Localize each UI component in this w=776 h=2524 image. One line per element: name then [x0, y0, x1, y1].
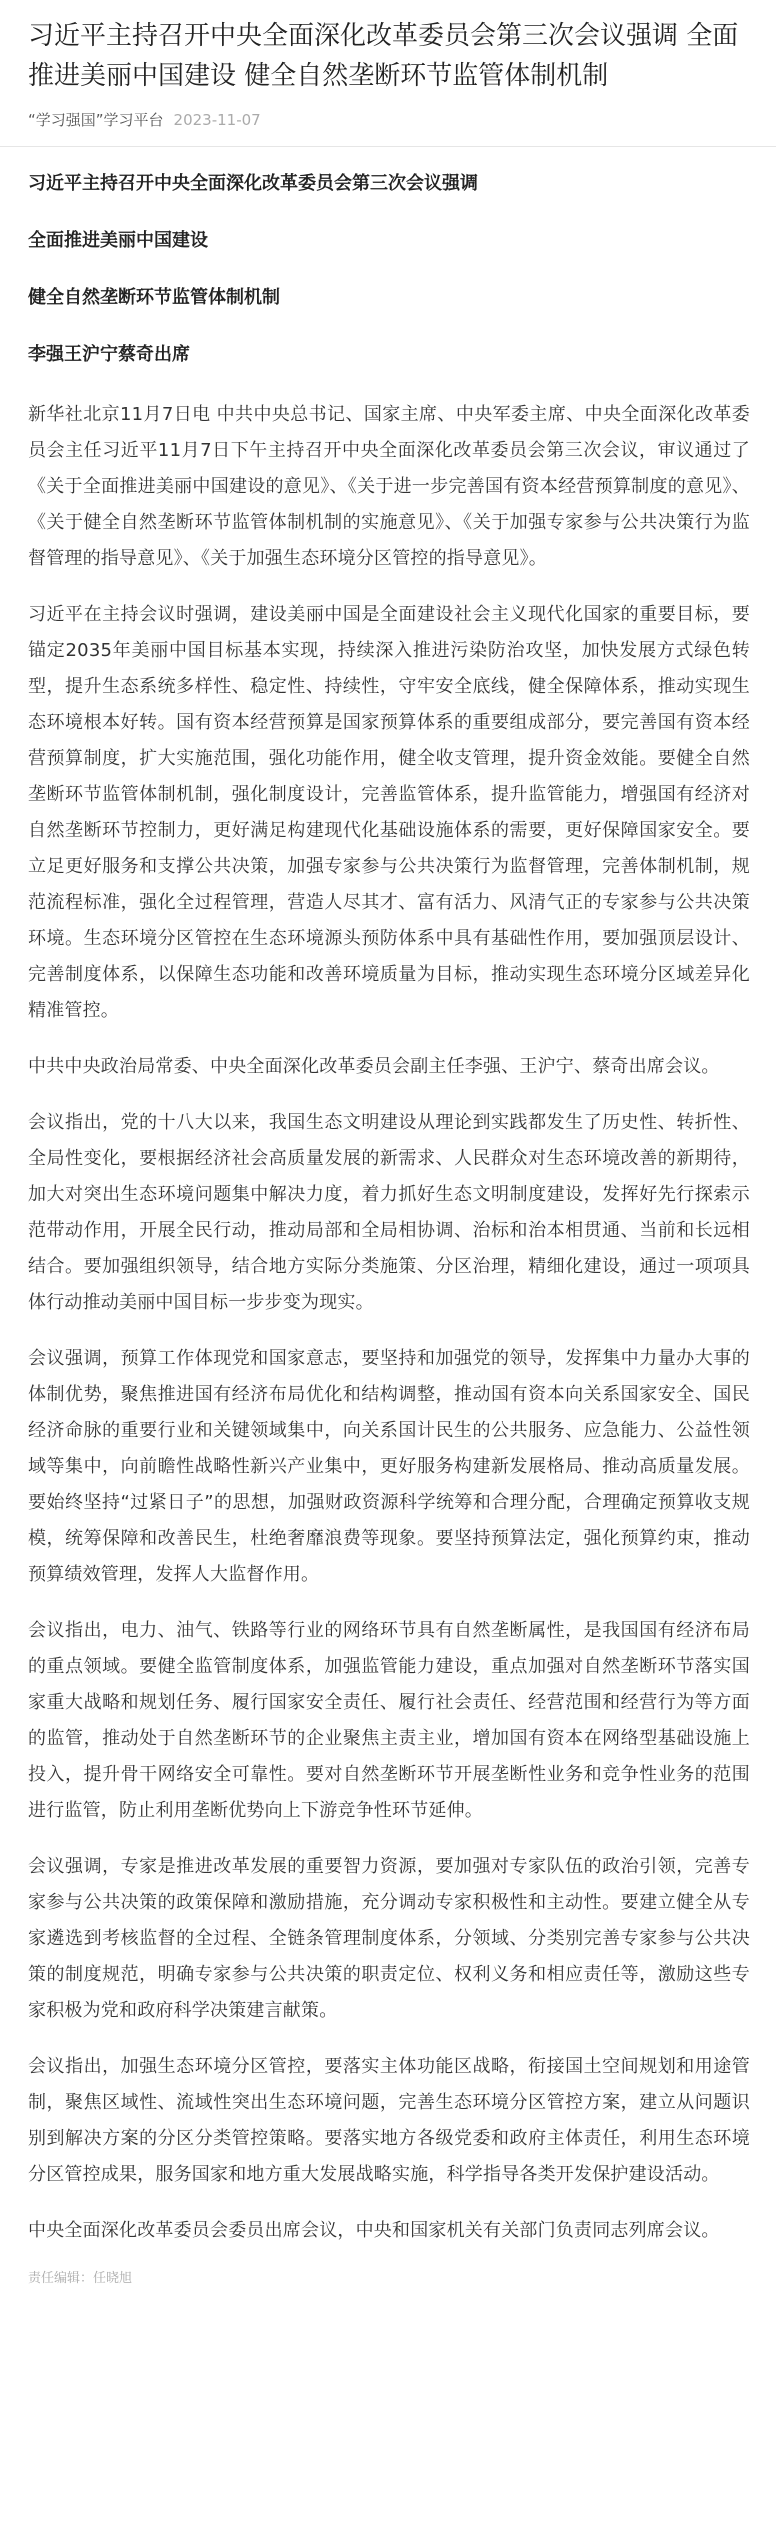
subhead: 健全自然垄断环节监管体制机制: [28, 287, 280, 308]
responsible-editor: 责任编辑：任晓旭: [28, 2271, 133, 2286]
body-paragraph: 会议指出，党的十八大以来，我国生态文明建设从理论到实践都发生了历史性、转折性、全局性变化，要根据经济社会高质量发展的新需求、人民群众对生态环境改善的新期待，加大对突出生态环境问题集中解决力度，着力抓好生态文明制度建设，发挥好先行探索示范带动作用，开展全民行动，推动局部和全局相协调、治标和治本相贯通、当前和长远相结合。要加强组织领导，结合地方实际分类施策、分区治理，精细化建设，通过一项项具体行动推动美丽中国目标一步步变为现实。: [28, 1112, 750, 1313]
body-paragraph: 习近平在主持会议时强调，建设美丽中国是全面建设社会主义现代化国家的重要目标，要锚定2035年美丽中国目标基本实现，持续深入推进污染防治攻坚，加快发展方式绿色转型，提升生态系统多样性、稳定性、持续性，守牢安全底线，健全保障体系，推动实现生态环境根本好转。国有资本经营预算是国家预算体系的重要组成部分，要完善国有资本经营预算制度，扩大实施范围，强化功能作用，健全收支管理，提升资金效能。要健全自然垄断环节监管体制机制，强化制度设计，完善监管体系，提升监管能力，增强国有经济对自然垄断环节控制力，更好满足构建现代化基础设施体系的需要，更好保障国家安全。要立足更好服务和支撑公共决策，加强专家参与公共决策行为监督管理，完善体制机制，规范流程标准，强化全过程管理，营造人尽其才、富有活力、风清气正的专家参与公共决策环境。生态环境分区管控在生态环境源头预防体系中具有基础性作用，要加强顶层设计、完善制度体系，以保障生态功能和改善环境质量为目标，推动实现生态环境分区域差异化精准管控。: [28, 604, 750, 1021]
article-source[interactable]: “学习强国”学习平台: [28, 111, 164, 129]
body-paragraph: 中央全面深化改革委员会委员出席会议，中央和国家机关有关部门负责同志列席会议。: [28, 2220, 720, 2241]
body-paragraph: 会议强调，专家是推进改革发展的重要智力资源，要加强对专家队伍的政治引领，完善专家参与公共决策的政策保障和激励措施，充分调动专家积极性和主动性。要建立健全从专家遴选到考核监督的全过程、全链条管理制度体系，分领域、分类别完善专家参与公共决策的制度规范，明确专家参与公共决策的职责定位、权利义务和相应责任等，激励这些专家积极为党和政府科学决策建言献策。: [28, 1856, 750, 2021]
body-paragraph: 会议强调，预算工作体现党和国家意志，要坚持和加强党的领导，发挥集中力量办大事的体制优势，聚焦推进国有经济布局优化和结构调整，推动国有资本向关系国家安全、国民经济命脉的重要行业和关键领域集中，向关系国计民生的公共服务、应急能力、公益性领域等集中，向前瞻性战略性新兴产业集中，更好服务构建新发展格局、推动高质量发展。要始终坚持“过紧日子”的思想，加强财政资源科学统筹和合理分配，合理确定预算收支规模，统筹保障和改善民生，杜绝奢靡浪费等现象。要坚持预算法定，强化预算约束，推动预算绩效管理，发挥人大监督作用。: [28, 1348, 750, 1585]
article-body: [28, 397, 750, 2249]
header-divider: [0, 146, 776, 147]
body-paragraph: 会议指出，电力、油气、铁路等行业的网络环节具有自然垄断属性，是我国国有经济布局的重点领域。要健全监管制度体系，加强监管能力建设，重点加强对自然垄断环节落实国家重大战略和规划任务、履行国家安全责任、履行社会责任、经营范围和经营行为等方面的监管，推动处于自然垄断环节的企业聚焦主责主业，增加国有资本在网络型基础设施上投入，提升骨干网络安全可靠性。要对自然垄断环节开展垄断性业务和竞争性业务的范围进行监管，防止利用垄断优势向上下游竞争性环节延伸。: [28, 1620, 750, 1821]
article-meta: [28, 110, 750, 130]
subhead: 李强王沪宁蔡奇出席: [28, 344, 190, 365]
article-title: 习近平主持召开中央全面深化改革委员会第三次会议强调 全面推进美丽中国建设 健全自然垄断环节监管体制机制: [28, 21, 739, 91]
subhead: 习近平主持召开中央全面深化改革委员会第三次会议强调: [28, 173, 478, 194]
subhead: 全面推进美丽中国建设: [28, 230, 208, 251]
subheads: [28, 169, 750, 370]
body-paragraph: 中共中央政治局常委、中央全面深化改革委员会副主任李强、王沪宁、蔡奇出席会议。: [28, 1056, 720, 1077]
body-paragraph: 新华社北京11月7日电 中共中央总书记、国家主席、中央军委主席、中央全面深化改革委员会主任习近平11月7日下午主持召开中央全面深化改革委员会第三次会议，审议通过了《关于全面推进美丽中国建设的意见》、《关于进一步完善国有资本经营预算制度的意见》、《关于健全自然垄断环节监管体制机制的实施意见》、《关于加强专家参与公共决策行为监督管理的指导意见》、《关于加强生态环境分区管控的指导意见》。: [28, 404, 750, 569]
article-date: 2023-11-07: [173, 111, 261, 129]
body-paragraph: 会议指出，加强生态环境分区管控，要落实主体功能区战略，衔接国土空间规划和用途管制，聚焦区域性、流域性突出生态环境问题，完善生态环境分区管控方案，建立从问题识别到解决方案的分区分类管控策略。要落实地方各级党委和政府主体责任，利用生态环境分区管控成果，服务国家和地方重大发展战略实施，科学指导各类开发保护建设活动。: [28, 2056, 750, 2185]
